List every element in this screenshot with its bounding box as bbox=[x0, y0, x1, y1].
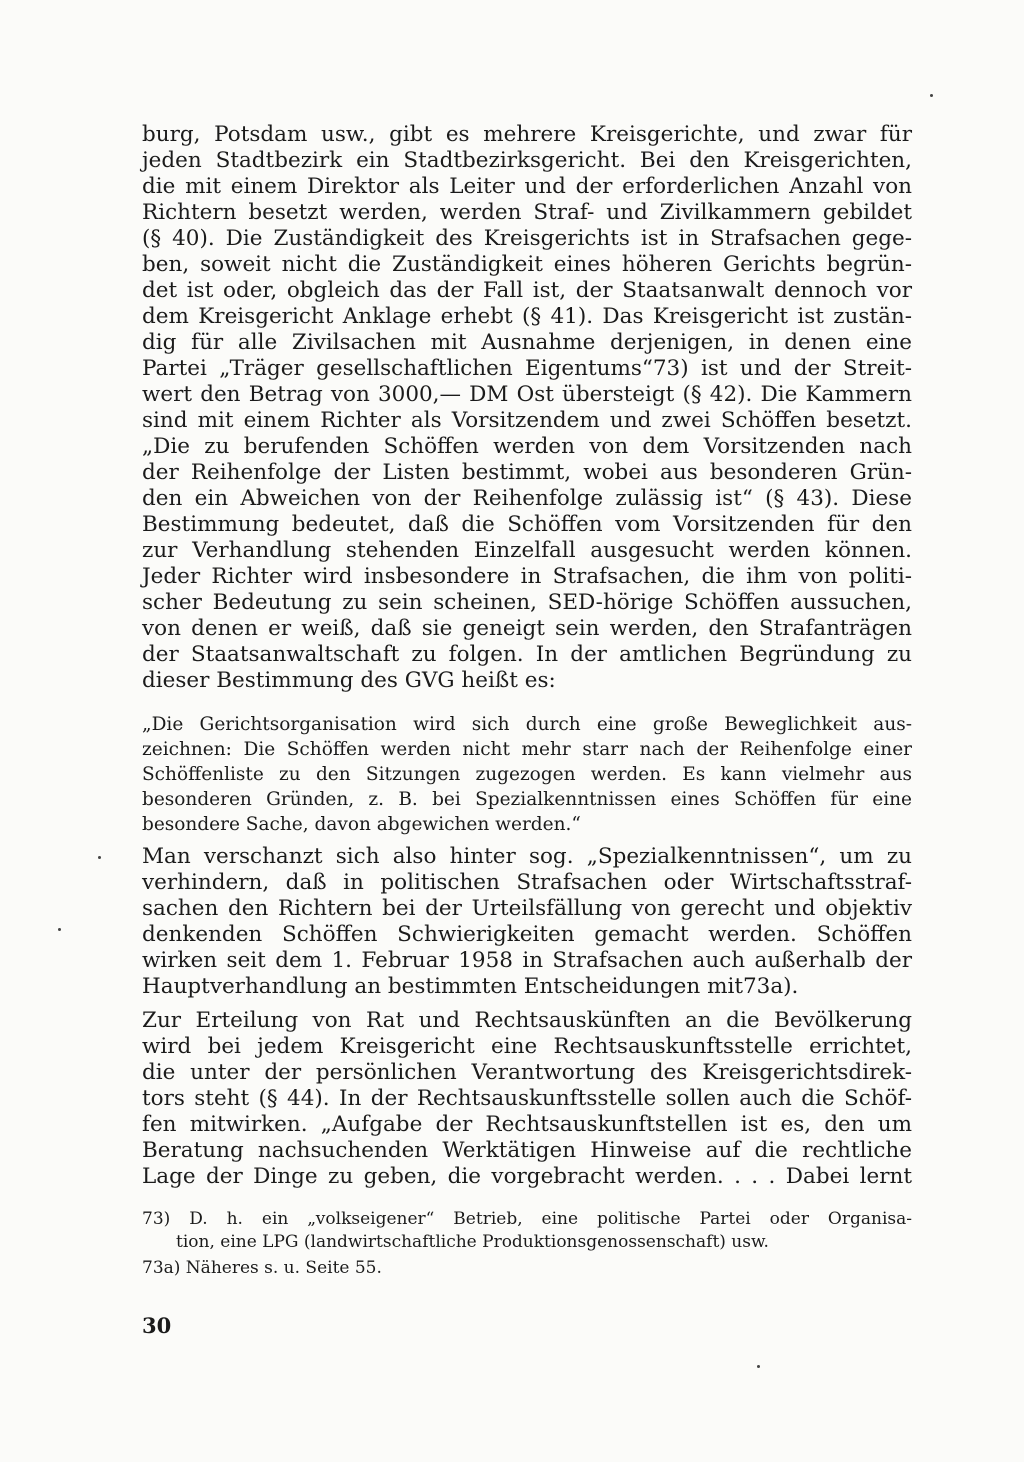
scan-speck bbox=[58, 928, 61, 931]
body-line: Jeder Richter wird insbesondere in Strafsachen, die ihm von politi- bbox=[142, 564, 912, 589]
body-line: dieser Bestimmung des GVG heißt es: bbox=[142, 668, 556, 693]
body-line: wirken seit dem 1. Februar 1958 in Strafsachen auch außerhalb der bbox=[142, 948, 912, 973]
body-line: ben, soweit nicht die Zuständigkeit eines höheren Gerichts begrün- bbox=[142, 252, 912, 277]
body-line: Beratung nachsuchenden Werktätigen Hinweise auf die rechtliche bbox=[142, 1138, 912, 1163]
body-line: der Staatsanwaltschaft zu folgen. In der amtlichen Begründung zu bbox=[142, 642, 912, 667]
body-line: Richtern besetzt werden, werden Straf- und Zivilkammern gebildet bbox=[142, 200, 912, 225]
footnote-73a: 73a) Näheres s. u. Seite 55. bbox=[142, 1258, 382, 1278]
body-line: Bestimmung bedeutet, daß die Schöffen vom Vorsitzenden für den bbox=[142, 512, 912, 537]
body-line: dig für alle Zivilsachen mit Ausnahme derjenigen, in denen eine bbox=[142, 330, 912, 355]
body-line: (§ 40). Die Zuständigkeit des Kreisgerichts ist in Strafsachen gege- bbox=[142, 226, 912, 251]
body-line: Partei „Träger gesellschaftlichen Eigentums“73) ist und der Streit- bbox=[142, 356, 912, 381]
body-line: denkenden Schöffen Schwierigkeiten gemacht werden. Schöffen bbox=[142, 922, 912, 947]
body-line: dem Kreisgericht Anklage erhebt (§ 41). Das Kreisgericht ist zustän- bbox=[142, 304, 912, 329]
body-line: der Reihenfolge der Listen bestimmt, wobei aus besonderen Grün- bbox=[142, 460, 912, 485]
body-line: sind mit einem Richter als Vorsitzendem und zwei Schöffen besetzt. bbox=[142, 408, 912, 433]
quote-line: besonderen Gründen, z. B. bei Spezialkenntnissen eines Schöffen für eine bbox=[142, 789, 912, 810]
body-line: verhindern, daß in politischen Strafsachen oder Wirtschaftsstraf- bbox=[142, 870, 912, 895]
body-line: Man verschanzt sich also hinter sog. „Spezialkenntnissen“, um zu bbox=[142, 844, 912, 869]
quote-line: besondere Sache, davon abgewichen werden.“ bbox=[142, 814, 581, 835]
body-line: burg, Potsdam usw., gibt es mehrere Kreisgerichte, und zwar für bbox=[142, 122, 912, 147]
body-line: „Die zu berufenden Schöffen werden von dem Vorsitzenden nach bbox=[142, 434, 912, 459]
scan-speck bbox=[98, 856, 101, 859]
quote-line: „Die Gerichtsorganisation wird sich durch eine große Beweglichkeit aus- bbox=[142, 714, 912, 735]
body-line: wird bei jedem Kreisgericht eine Rechtsauskunftsstelle errichtet, bbox=[142, 1034, 912, 1059]
body-line: die unter der persönlichen Verantwortung des Kreisgerichtsdirek- bbox=[142, 1060, 912, 1085]
footnote-73-cont: tion, eine LPG (landwirtschaftliche Produktionsgenossenschaft) usw. bbox=[176, 1232, 769, 1252]
body-line: zur Verhandlung stehenden Einzelfall ausgesucht werden können. bbox=[142, 538, 912, 563]
footnote-73: 73) D. h. ein „volkseigener“ Betrieb, eine politische Partei oder Organisa- bbox=[142, 1209, 912, 1229]
body-line: scher Bedeutung zu sein scheinen, SED-hörige Schöffen aussuchen, bbox=[142, 590, 912, 615]
quote-line: zeichnen: Die Schöffen werden nicht mehr starr nach der Reihenfolge einer bbox=[142, 739, 912, 760]
scan-speck bbox=[757, 1365, 760, 1368]
body-line: tors steht (§ 44). In der Rechtsauskunftsstelle sollen auch die Schöf- bbox=[142, 1086, 912, 1111]
scan-speck bbox=[930, 94, 933, 97]
body-line: Lage der Dinge zu geben, die vorgebracht werden. . . . Dabei lernt bbox=[142, 1164, 912, 1189]
body-line: Hauptverhandlung an bestimmten Entscheidungen mit73a). bbox=[142, 974, 799, 999]
body-line: fen mitwirken. „Aufgabe der Rechtsauskunftstellen ist es, den um bbox=[142, 1112, 912, 1137]
body-line: det ist oder, obgleich das der Fall ist, der Staatsanwalt dennoch vor bbox=[142, 278, 912, 303]
body-line: jeden Stadtbezirk ein Stadtbezirksgericht. Bei den Kreisgerichten, bbox=[142, 148, 912, 173]
body-line: Zur Erteilung von Rat und Rechtsauskünften an die Bevölkerung bbox=[142, 1008, 912, 1033]
body-line: von denen er weiß, daß sie geneigt sein werden, den Strafanträgen bbox=[142, 616, 912, 641]
body-line: wert den Betrag von 3000,— DM Ost übersteigt (§ 42). Die Kammern bbox=[142, 382, 912, 407]
page-number: 30 bbox=[142, 1313, 172, 1338]
quote-line: Schöffenliste zu den Sitzungen zugezogen werden. Es kann vielmehr aus bbox=[142, 764, 912, 785]
body-line: den ein Abweichen von der Reihenfolge zulässig ist“ (§ 43). Diese bbox=[142, 486, 912, 511]
body-line: sachen den Richtern bei der Urteilsfällung von gerecht und objektiv bbox=[142, 896, 912, 921]
body-line: die mit einem Direktor als Leiter und der erforderlichen Anzahl von bbox=[142, 174, 912, 199]
